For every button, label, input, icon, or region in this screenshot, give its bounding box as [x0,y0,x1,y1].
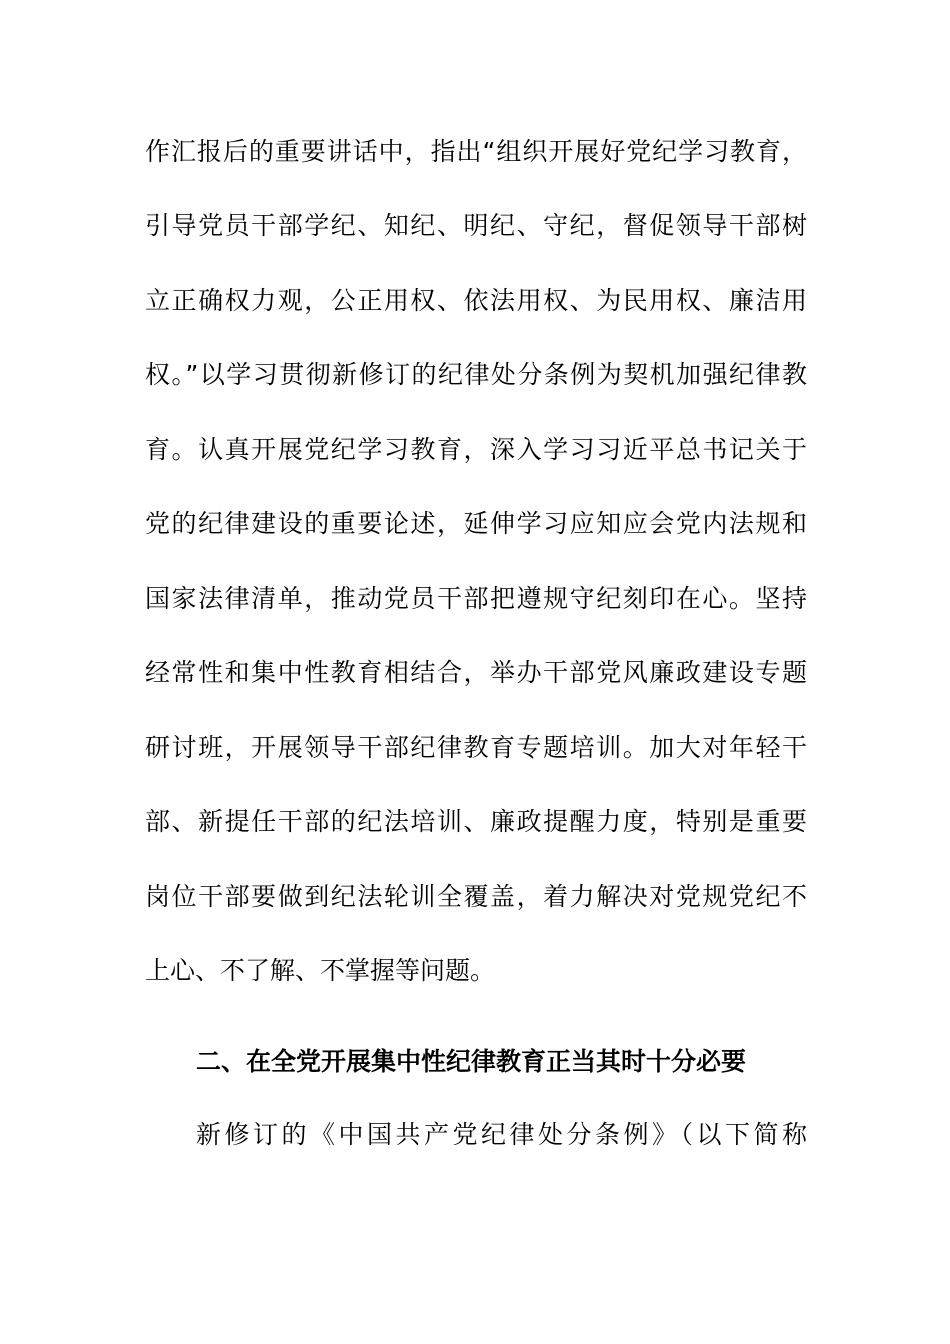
body-text-line: 引导党员干部学纪、知纪、明纪、守纪，督促领导干部树 [145,211,807,240]
body-text-line: 党的纪律建设的重要论述，延伸学习应知应会党内法规和 [145,509,807,538]
body-text-line: 国家法律清单，推动党员干部把遵规守纪刻印在心。坚持 [145,584,807,613]
body-text-line: 新修订的《中国共产党纪律处分条例》（以下简称 [196,1120,807,1149]
body-text-line: 作汇报后的重要讲话中，指出“组织开展好党纪学习教育， [145,137,807,166]
body-text-line: 研讨班，开展领导干部纪律教育专题培训。加大对年轻干 [145,733,807,762]
body-text-line: 上心、不了解、不掌握等问题。 [145,956,496,985]
body-text-line: 岗位干部要做到纪法轮训全覆盖，着力解决对党规党纪不 [145,882,807,911]
body-text-line: 育。认真开展党纪学习教育，深入学习习近平总书记关于 [145,435,807,464]
body-text-line: 立正确权力观，公正用权、依法用权、为民用权、廉洁用 [145,286,807,315]
body-text-line: 部、新提任干部的纪法培训、廉政提醒力度，特别是重要 [145,807,807,836]
section-heading: 二、在全党开展集中性纪律教育正当其时十分必要 [196,1047,747,1076]
body-text-line: 权。”以学习贯彻新修订的纪律处分条例为契机加强纪律教 [145,360,807,389]
body-text-line: 经常性和集中性教育相结合，举办干部党风廉政建设专题 [145,658,807,687]
